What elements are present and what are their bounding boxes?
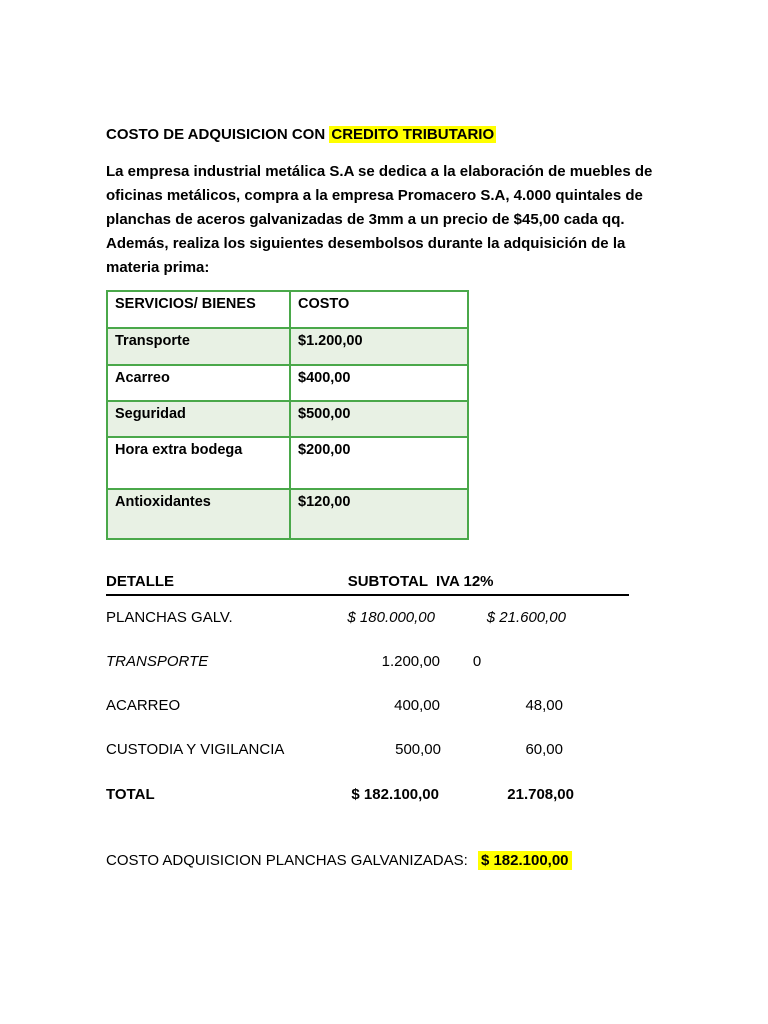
service-cell: Transporte [107, 328, 290, 365]
total-label: TOTAL [106, 786, 155, 803]
table-row [107, 437, 468, 489]
detail-label: PLANCHAS GALV. [106, 609, 233, 626]
service-cell: Seguridad [107, 401, 290, 437]
detail-label: ACARREO [106, 697, 181, 714]
detail-iva: $ 21.600,00 [486, 609, 566, 626]
intro-line: planchas de aceros galvanizadas de 3mm a un precio de $45,00 cada qq. [106, 211, 625, 228]
detail-iva: 48,00 [525, 697, 563, 714]
detail-label: CUSTODIA Y VIGILANCIA [106, 741, 285, 758]
detail-label: TRANSPORTE [106, 653, 209, 670]
service-cell: Acarreo [107, 365, 290, 401]
table-row [107, 401, 468, 437]
heading-highlight: CREDITO TRIBUTARIO [331, 126, 495, 143]
document-heading [106, 126, 496, 143]
intro-line: La empresa industrial metálica S.A se dedica a la elaboración de muebles de [106, 163, 653, 180]
cost-cell: $1.200,00 [290, 328, 468, 365]
intro-line: materia prima: [106, 259, 210, 276]
total-subtotal: $ 182.100,00 [351, 786, 439, 803]
detail-subtotal: 400,00 [394, 697, 440, 714]
intro-line: oficinas metálicos, compra a la empresa Promacero S.A, 4.000 quintales de [106, 187, 643, 204]
detail-subtotal: 500,00 [395, 741, 441, 758]
detail-header-subtotal: SUBTOTAL [347, 573, 428, 590]
detail-header-iva: IVA 12% [436, 573, 494, 590]
heading-text: COSTO DE ADQUISICION CON [106, 126, 326, 143]
table-row [107, 489, 468, 539]
table-header-row [107, 291, 468, 328]
detail-iva: 0 [472, 653, 482, 670]
cost-cell: $120,00 [290, 489, 468, 539]
detail-iva: 60,00 [525, 741, 563, 758]
table-row [107, 365, 468, 401]
service-cell: Antioxidantes [107, 489, 290, 539]
detail-subtotal: 1.200,00 [381, 653, 440, 670]
intro-paragraph [106, 160, 676, 280]
cost-cell: $400,00 [290, 365, 468, 401]
header-cell-services: SERVICIOS/ BIENES [107, 291, 290, 328]
intro-line: Además, realiza los siguientes desembolsos durante la adquisición de la [106, 235, 626, 252]
total-iva: 21.708,00 [507, 786, 574, 803]
header-cell-cost: COSTO [290, 291, 468, 328]
summary-amount: $ 182.100,00 [478, 851, 572, 870]
cost-cell: $500,00 [290, 401, 468, 437]
services-table [106, 290, 469, 540]
summary-label: COSTO ADQUISICION PLANCHAS GALVANIZADAS: [106, 852, 468, 869]
table-row [107, 328, 468, 365]
detail-header-label: DETALLE [106, 573, 175, 590]
service-cell: Hora extra bodega [107, 437, 290, 489]
detail-subtotal: $ 180.000,00 [347, 609, 435, 626]
summary-line [106, 852, 572, 869]
header-underline [106, 594, 629, 596]
cost-cell: $200,00 [290, 437, 468, 489]
